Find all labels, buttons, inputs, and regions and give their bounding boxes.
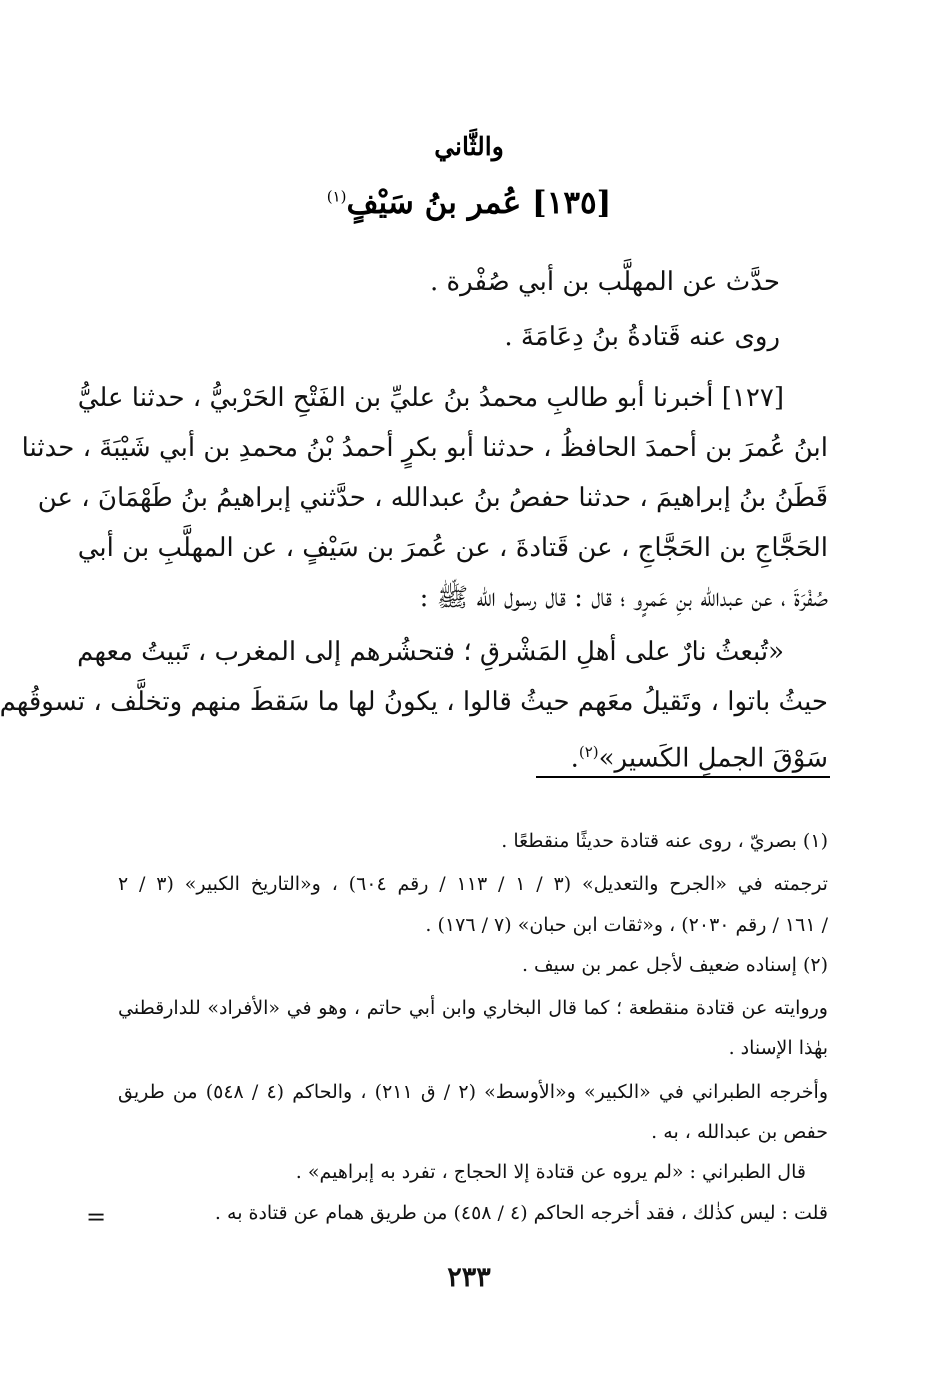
footnote-line: حفص بن عبدالله ، به .	[651, 1121, 828, 1143]
matn-block	[0, 632, 828, 782]
isnad-line: قَطَنُ بنُ إبراهيمَ ، حدثنا حفصُ بنُ عبدالله ، حدَّثني إبراهيمُ بنُ طَهْمَانَ ، عن	[37, 483, 828, 513]
matn-end-dot: .	[570, 743, 579, 774]
footnote-line: وروايته عن قتادة منقطعة ؛ كما قال البخاري وابن أبي حاتم ، وهو في «الأفراد» للدارقطني	[118, 997, 828, 1019]
isnad-block	[21, 378, 828, 628]
matn-line: «تُبعثُ نارٌ على أهلِ المَشْرقِ ؛ فتحشُرهم إلى المغرب ، تَبيتُ معهم	[77, 637, 784, 667]
footnote-separator	[536, 776, 830, 778]
matn-line	[118, 732, 828, 782]
footnote-line: قال الطبراني : «لم يروه عن قتادة إلا الحجاج ، تفرد به إبراهيم» .	[295, 1161, 806, 1183]
footnote-line: (٢) إسناده ضعيف لأجل عمر بن سيف .	[521, 954, 828, 976]
matn-footnote-ref: (٢)	[578, 743, 599, 761]
footnote-line: وأخرجه الطبراني في «الكبير» و«الأوسط» (٢ / ق ٢١١) ، والحاكم (٤ / ٥٤٨) من طريق	[118, 1081, 828, 1103]
entry-footnote-ref: (١)	[326, 187, 347, 206]
intro-line: روى عنه قَتادةُ بنُ دِعَامَةَ .	[504, 322, 780, 352]
isnad-line: ابنُ عُمرَ بن أحمدَ الحافظُ ، حدثنا أبو بكرٍ أحمدُ بْنُ محمدِ بن أبي شَيْبَةَ ، حدثنا	[21, 433, 828, 463]
isnad-line: الحَجَّاجِ بن الحَجَّاجِ ، عن قَتادةَ ، عن عُمرَ بن سَيْفٍ ، عن المهلَّبِ بن أبي	[77, 533, 828, 563]
footnote-line: ترجمته في «الجرح والتعديل» (٣ / ١ / ١١٣ / رقم ٦٠٤) ، و«التاريخ الكبير» (٣ / ٢	[118, 873, 828, 895]
isnad-line: [١٢٧] أخبرنا أبو طالبِ محمدُ بنُ عليِّ بن الفَتْحِ الحَرْبيُّ ، حدثنا عليُّ	[77, 383, 784, 413]
footnote-line: / ١٦١ / رقم ٢٠٣٠) ، و«ثقات ابن حبان» (٧ / ١٧٦) .	[425, 914, 828, 936]
isnad-line: صُفْرَةَ ، عن عبدالله بنِ عَمرٍو ؛ قال : قال رسول الله ﷺ :	[419, 583, 828, 613]
matn-line-text: سَوْقَ الجملِ الكَسير»	[598, 743, 828, 774]
continuation-mark: =	[86, 1203, 107, 1231]
page-number: ٢٣٣	[447, 1262, 491, 1293]
intro-line: حدَّث عن المهلَّب بن أبي صُفْرة .	[429, 267, 780, 297]
footnote-line: بهٰذا الإسناد .	[728, 1037, 828, 1059]
footnote-line: قلت : ليس كذٰلك ، فقد أخرجه الحاكم (٤ / ٤٥٨) من طريق همام عن قتادة به .	[214, 1202, 828, 1224]
entry-title	[0, 185, 938, 221]
footnote-line: (١) بصريّ ، روى عنه قتادة حديثًا منقطعًا .	[501, 830, 828, 852]
entry-title-text: [١٣٥] عُمر بنُ سَيْفٍ	[346, 185, 612, 221]
section-label: والثَّاني	[434, 132, 504, 161]
matn-line: حيثُ باتوا ، وتَقيلُ معَهم حيثُ قالوا ، يكونُ لها ما سَقطَ منهم وتخلَّف ، تسوقُهم	[0, 687, 828, 717]
